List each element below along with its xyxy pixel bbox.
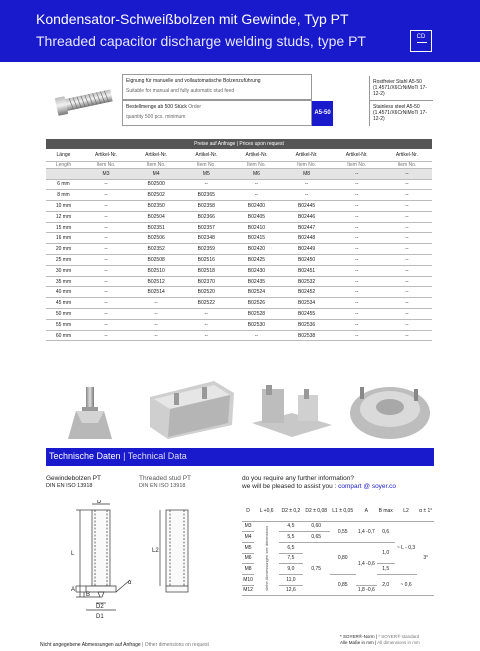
item-cell: --	[332, 309, 382, 320]
dimension-table	[242, 502, 434, 596]
item-cell: --	[332, 330, 382, 341]
label-a: A	[71, 587, 76, 593]
item-cell: --	[81, 298, 131, 309]
dim-header-cell: L +0,6	[254, 502, 279, 521]
table-row	[46, 309, 432, 320]
item-cell: --	[382, 201, 432, 212]
size-cell: --	[332, 168, 382, 179]
header-banner	[0, 0, 480, 62]
order-de2: Order	[188, 104, 202, 110]
dim-header-cell: A	[356, 502, 377, 521]
contact-email[interactable]: compart @ soyer.co	[338, 483, 397, 490]
length-cell: 15 mm	[46, 222, 81, 233]
dim-d2-cell: 9,0	[279, 564, 303, 575]
table-row	[46, 222, 432, 233]
dim-d-cell: M12	[242, 585, 254, 596]
size-cell: M6	[231, 168, 281, 179]
label-d1: D1	[96, 614, 104, 620]
item-cell: --	[131, 298, 181, 309]
item-cell: B02504	[131, 211, 181, 222]
dim-header-cell: L2	[395, 502, 418, 521]
item-cell: B02512	[131, 276, 181, 287]
item-cell: --	[81, 244, 131, 255]
length-cell: 25 mm	[46, 255, 81, 266]
photo-strip	[46, 373, 434, 443]
stud-drawing	[40, 500, 240, 620]
item-cell: --	[81, 190, 131, 201]
item-cell: B02510	[131, 265, 181, 276]
item-cell: B02451	[282, 265, 332, 276]
item-cell: --	[382, 330, 432, 341]
price-table	[46, 139, 432, 341]
item-cell: --	[81, 276, 131, 287]
item-cell: B02425	[231, 255, 281, 266]
item-cell: B02516	[181, 255, 231, 266]
item-cell: --	[81, 255, 131, 266]
table-row	[242, 521, 434, 532]
item-cell: B02522	[181, 298, 231, 309]
item-cell: --	[81, 211, 131, 222]
item-cell: B02415	[231, 233, 281, 244]
stud-en: Threaded stud PT	[139, 475, 192, 482]
item-cell: B02445	[282, 201, 332, 212]
item-cell: B02508	[131, 255, 181, 266]
item-cell: B02405	[231, 211, 281, 222]
size-cell: M8	[282, 168, 332, 179]
col-item-en-4: Item No.	[231, 161, 281, 168]
tech-banner	[46, 448, 434, 466]
size-cell: --	[382, 168, 432, 179]
material-en-line2: (1.4571/X6CrNiMoTi 17-12-2)	[373, 110, 428, 122]
dim-header-cell: D2 ± 0,08	[303, 502, 330, 521]
item-cell: --	[81, 222, 131, 233]
label-alpha: α	[128, 580, 132, 586]
table-row	[46, 233, 432, 244]
stud-de: Gewindebolzen PT	[46, 475, 101, 482]
dim-b-cell: 1,0	[377, 542, 395, 563]
dim-b-cell: 2,0	[377, 574, 395, 595]
item-cell: --	[181, 309, 231, 320]
item-cell: B02518	[181, 265, 231, 276]
item-cell: B02524	[231, 287, 281, 298]
table-row	[46, 319, 432, 330]
spec-box	[122, 74, 432, 126]
material-badge: A5-50	[312, 101, 333, 126]
table-row	[46, 265, 432, 276]
item-cell: B02538	[282, 330, 332, 341]
item-cell: --	[332, 255, 382, 266]
footer-sep: |	[142, 642, 144, 648]
item-cell: B02446	[282, 211, 332, 222]
photo-round-part	[340, 373, 434, 443]
item-cell: B02532	[282, 276, 332, 287]
footer-left-en: Other dimensions on request	[144, 642, 209, 648]
norm-en: * SOYER® standard	[378, 634, 420, 639]
title-de: Kondensator-Schweißbolzen mit Gewinde, Typ PT	[36, 11, 349, 27]
item-cell: B02528	[231, 309, 281, 320]
item-cell: --	[81, 319, 131, 330]
item-cell: --	[332, 211, 382, 222]
stud-en-norm: DIN EN ISO 13918	[139, 483, 186, 489]
length-cell: 45 mm	[46, 298, 81, 309]
item-cell: B02351	[131, 222, 181, 233]
length-cell: 30 mm	[46, 265, 81, 276]
col-item-en-6: Item No.	[332, 161, 382, 168]
footer-right: * SOYER®-Norm | * SOYER® standard Alle Maße in mm | All dimensions in mm	[340, 634, 420, 645]
item-cell: B02506	[131, 233, 181, 244]
dim-header-cell: D2 ± 0,2	[279, 502, 303, 521]
item-cell: --	[81, 201, 131, 212]
dim-l2-cell: ~ L - 0,3	[395, 521, 418, 574]
item-cell: B02536	[282, 319, 332, 330]
dim-a-cell: 1,8 -0,6	[356, 585, 377, 596]
col-item-3: Artikel-Nr.	[181, 149, 231, 161]
item-cell: --	[282, 190, 332, 201]
col-item-en-2: Item No.	[131, 161, 181, 168]
item-cell: --	[81, 330, 131, 341]
dimension-header	[242, 502, 434, 521]
item-cell: B02358	[181, 201, 231, 212]
item-cell: B02400	[231, 201, 281, 212]
item-cell: B02410	[231, 222, 281, 233]
dim-d-cell: M10	[242, 574, 254, 585]
price-caption: Preise auf Anfrage | Prices upon request	[46, 139, 432, 149]
col-item-en-7: Item No.	[382, 161, 432, 168]
table-row	[46, 179, 432, 190]
table-row	[46, 330, 432, 341]
dim-d2-cell: 11,0	[279, 574, 303, 585]
item-cell: --	[382, 244, 432, 255]
col-item-5: Artikel-Nr.	[282, 149, 332, 161]
item-cell: B02366	[181, 211, 231, 222]
suitability-de: Eignung für manuelle und vollautomatische Bolzenzuführung	[126, 78, 261, 84]
title-en: Threaded capacitor discharge welding studs, type PT	[36, 33, 366, 49]
cd-logo	[410, 30, 432, 52]
item-cell: --	[382, 233, 432, 244]
table-row	[46, 211, 432, 222]
table-row	[46, 276, 432, 287]
item-cell: --	[332, 179, 382, 190]
tech-sep: |	[123, 451, 126, 461]
table-row	[46, 244, 432, 255]
dim-d-cell: M6	[242, 553, 254, 564]
item-cell: --	[382, 222, 432, 233]
footer-left	[40, 642, 209, 648]
dim-header-cell: B max	[377, 502, 395, 521]
item-cell: B02520	[181, 287, 231, 298]
item-cell: --	[382, 265, 432, 276]
length-cell: 35 mm	[46, 276, 81, 287]
dim-alpha-cell: 3°	[417, 521, 434, 596]
item-cell: B02357	[181, 222, 231, 233]
item-cell: B02365	[181, 190, 231, 201]
item-cell: --	[131, 330, 181, 341]
length-cell: 16 mm	[46, 233, 81, 244]
dim-a-cell: 1,4 -0,6	[356, 542, 377, 585]
col-item-7: Artikel-Nr.	[382, 149, 432, 161]
item-cell: B02514	[131, 287, 181, 298]
stud-thumbnail	[48, 78, 122, 124]
item-cell: --	[332, 287, 382, 298]
item-cell: --	[181, 179, 231, 190]
item-cell: B02420	[231, 244, 281, 255]
mm-en: All dimensions in mm	[377, 640, 420, 645]
dim-b-cell: 1,5	[377, 564, 395, 575]
order-en: quantity 500 pcs. minimum	[126, 114, 186, 120]
col-item-1: Artikel-Nr.	[81, 149, 131, 161]
item-cell: --	[332, 190, 382, 201]
cd-logo-arrow-icon	[417, 42, 427, 43]
suitability-en: Suitable for manual and fully automatic stud feed	[126, 88, 235, 94]
length-cell: 55 mm	[46, 319, 81, 330]
item-cell: --	[382, 309, 432, 320]
item-cell: B02450	[282, 255, 332, 266]
col-item-en-3: Item No.	[181, 161, 231, 168]
length-cell: 40 mm	[46, 287, 81, 298]
item-cell: --	[131, 309, 181, 320]
item-cell: --	[382, 211, 432, 222]
stud-de-norm: DIN EN ISO 13918	[46, 483, 93, 489]
item-cell: --	[332, 244, 382, 255]
dim-d2-cell: 5,5	[279, 532, 303, 543]
item-cell: B02530	[231, 319, 281, 330]
item-cell: --	[332, 233, 382, 244]
contact-note	[242, 475, 396, 490]
item-cell: --	[382, 298, 432, 309]
length-cell: 50 mm	[46, 309, 81, 320]
item-cell: --	[181, 319, 231, 330]
col-item-en-1: Item No.	[81, 161, 131, 168]
item-cell: --	[332, 201, 382, 212]
size-blank	[46, 168, 81, 179]
item-cell: --	[282, 179, 332, 190]
item-cell: B02500	[131, 179, 181, 190]
size-cell: M3	[81, 168, 131, 179]
item-cell: --	[382, 319, 432, 330]
stud-label-en	[139, 475, 191, 489]
item-cell: B02352	[131, 244, 181, 255]
item-cell: --	[382, 190, 432, 201]
item-cell: --	[181, 330, 231, 341]
footer-left-de: Nicht angegebene Abmessungen auf Anfrage	[40, 642, 141, 648]
dim-header-cell: D	[242, 502, 254, 521]
length-cell: 6 mm	[46, 179, 81, 190]
length-cell: 10 mm	[46, 201, 81, 212]
dim-d2-cell: 6,5	[279, 542, 303, 553]
stud-label-de	[46, 475, 101, 489]
photo-brackets	[242, 373, 336, 443]
item-cell: B02370	[181, 276, 231, 287]
item-cell: B02447	[282, 222, 332, 233]
item-cell: --	[231, 190, 281, 201]
dim-l1-cell: 0,80	[330, 542, 356, 574]
dim-b-cell: 0,6	[377, 521, 395, 542]
dim-l2-cell: ~ 0,6	[395, 574, 418, 595]
table-row	[46, 201, 432, 212]
item-cell: --	[332, 298, 382, 309]
table-row	[46, 287, 432, 298]
item-cell: B02452	[282, 287, 332, 298]
col-length-en: Length	[46, 161, 81, 168]
length-cell: 20 mm	[46, 244, 81, 255]
item-cell: B02449	[282, 244, 332, 255]
item-cell: --	[231, 179, 281, 190]
dim-d2-cell: 4,5	[279, 521, 303, 532]
tech-title-en: Technical Data	[127, 451, 187, 461]
dim-d2b-cell: 0,75	[303, 542, 330, 595]
dim-header-cell: L1 ± 0,05	[330, 502, 356, 521]
dim-vertical-note: siehe Abmessungen see dimensions	[254, 521, 279, 596]
dimension-body	[242, 521, 434, 596]
item-cell: --	[81, 309, 131, 320]
item-cell: B02359	[181, 244, 231, 255]
col-item-4: Artikel-Nr.	[231, 149, 281, 161]
table-row	[46, 255, 432, 266]
item-cell: B02526	[231, 298, 281, 309]
col-item-6: Artikel-Nr.	[332, 149, 382, 161]
price-body	[46, 179, 432, 341]
table-row	[46, 190, 432, 201]
item-cell: --	[131, 319, 181, 330]
tech-title-de: Technische Daten	[49, 451, 121, 461]
dim-l1-cell: 0,55	[330, 521, 356, 542]
dim-d2-cell: 7,5	[279, 553, 303, 564]
dim-l1-cell: 0,85	[330, 574, 356, 595]
item-cell: --	[332, 265, 382, 276]
item-cell: B02435	[231, 276, 281, 287]
item-cell: B02348	[181, 233, 231, 244]
dim-a-cell: 1,4 -0,7	[356, 521, 377, 542]
photo-housing	[144, 373, 238, 443]
item-cell: B02350	[131, 201, 181, 212]
table-row	[46, 298, 432, 309]
item-cell: --	[81, 179, 131, 190]
item-cell: --	[382, 276, 432, 287]
item-cell: --	[231, 330, 281, 341]
label-l2: L2	[152, 548, 159, 554]
contact-question: do you require any further information?	[242, 475, 355, 482]
col-length: Länge	[46, 149, 81, 161]
item-cell: --	[81, 233, 131, 244]
item-cell: --	[382, 255, 432, 266]
dim-d-cell: M4	[242, 532, 254, 543]
item-cell: B02448	[282, 233, 332, 244]
material-en-line1: Stainless steel A5-50	[373, 104, 420, 110]
size-cell: M4	[131, 168, 181, 179]
length-cell: 12 mm	[46, 211, 81, 222]
dim-d2-cell: 12,6	[279, 585, 303, 596]
item-cell: --	[332, 222, 382, 233]
item-cell: B02455	[282, 309, 332, 320]
cd-logo-text: CD	[416, 34, 426, 40]
length-cell: 60 mm	[46, 330, 81, 341]
mm-de: Alle Maße in mm	[340, 640, 374, 645]
material-de-line1: Rostfreier Stahl A5-50	[373, 79, 422, 85]
label-d: D	[97, 500, 102, 505]
label-d2: D2	[96, 604, 104, 610]
item-cell: B02430	[231, 265, 281, 276]
dim-d2b-cell: 0,65	[303, 532, 330, 543]
material-de	[369, 76, 433, 100]
item-cell: B02534	[282, 298, 332, 309]
item-cell: --	[382, 179, 432, 190]
dim-d2b-cell: 0,60	[303, 521, 330, 532]
col-item-en-5: Item No.	[282, 161, 332, 168]
label-b: B	[86, 592, 91, 598]
norm-de: * SOYER®-Norm	[340, 634, 375, 639]
label-l: L	[71, 551, 75, 557]
size-cell: M5	[181, 168, 231, 179]
item-cell: --	[382, 287, 432, 298]
dim-d-cell: M3	[242, 521, 254, 532]
dim-d-cell: M8	[242, 564, 254, 575]
material-de-line2: (1.4571/X6CrNiMoTi 17-12-2)	[373, 85, 428, 97]
material-en	[369, 100, 433, 126]
col-item-2: Artikel-Nr.	[131, 149, 181, 161]
item-cell: --	[81, 287, 131, 298]
length-cell: 8 mm	[46, 190, 81, 201]
item-cell: --	[332, 276, 382, 287]
item-cell: B02502	[131, 190, 181, 201]
item-cell: --	[81, 265, 131, 276]
dim-d-cell: M5	[242, 542, 254, 553]
dim-header-cell: α ± 1°	[417, 502, 434, 521]
order-de: Bestellmenge ab 500 Stück	[126, 104, 187, 110]
order-cell	[122, 100, 312, 126]
suitability-cell	[122, 74, 312, 100]
item-cell: --	[332, 319, 382, 330]
photo-stud-bracket	[46, 373, 140, 443]
contact-assist: we will be pleased to assist you :	[242, 483, 337, 490]
